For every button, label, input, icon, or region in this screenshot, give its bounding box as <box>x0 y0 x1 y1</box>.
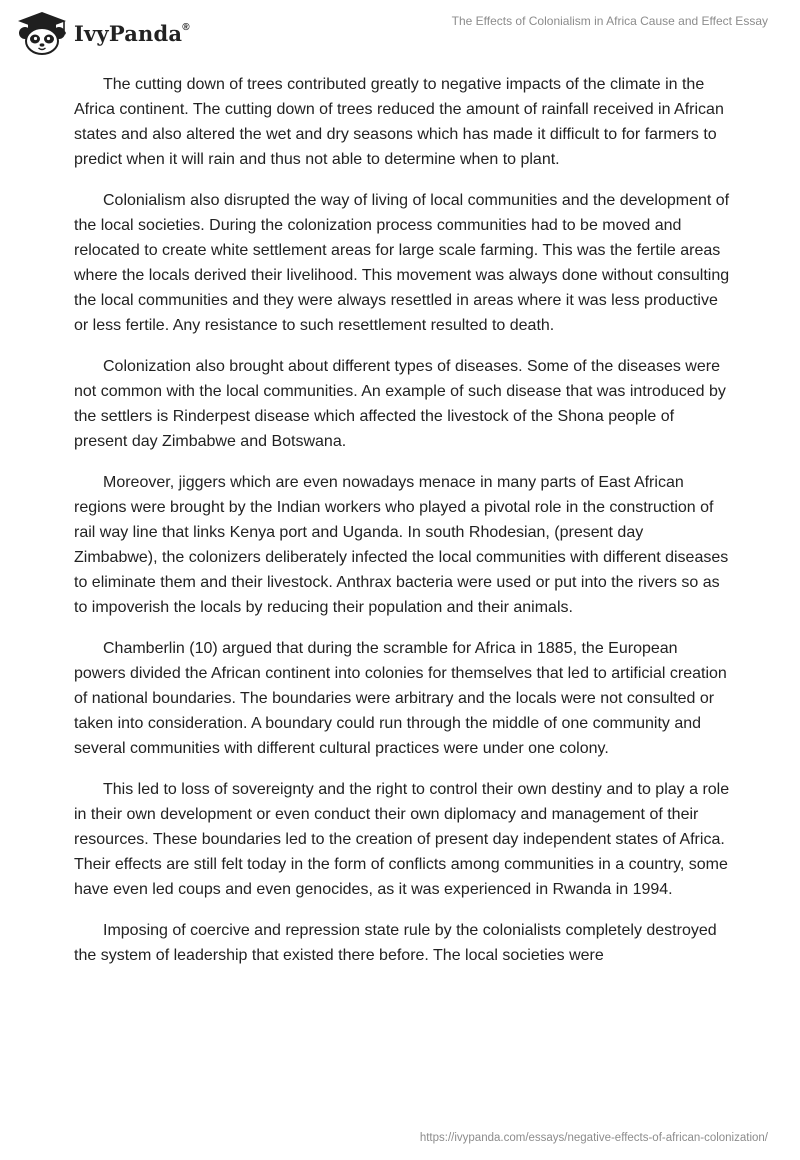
essay-body <box>74 72 730 984</box>
paragraph: Colonization also brought about different types of diseases. Some of the diseases were not common with the local communities. An example of such disease that was introduced by the settlers is Rinderpest disease which affected the livestock of the Shona people of present day Zimbabwe and Botswana. <box>74 358 726 450</box>
source-url[interactable]: https://ivypanda.com/essays/negative-effects-of-african-colonization/ <box>419 1132 768 1144</box>
document-title: The Effects of Colonialism in Africa Cause and Effect Essay <box>451 14 768 28</box>
brand-name: IvyPanda® <box>74 20 190 46</box>
paragraph: The cutting down of trees contributed greatly to negative impacts of the climate in the Africa continent. The cutting down of trees reduced the amount of rainfall received in African states and also altered the wet and dry seasons which has made it difficult to for farmers to predict when it will rain and thus not able to determine when to plant. <box>74 76 724 168</box>
paragraph: Imposing of coercive and repression state rule by the colonialists completely destroyed the system of leadership that existed there before. The local societies were <box>74 922 717 964</box>
page-header <box>0 0 800 64</box>
registered-mark: ® <box>182 21 190 33</box>
paragraph: This led to loss of sovereignty and the right to control their own destiny and to play a role in their own development or even conduct their own diplomacy and management of their resources. These boundaries led to the creation of present day independent states of Africa. Their effects are still felt today in the form of conflicts among communities in a country, some have even led coups and even genocides, as it was experienced in Rwanda in 1994. <box>74 781 730 898</box>
paragraph: Moreover, jiggers which are even nowadays menace in many parts of East African regions were brought by the Indian workers who played a pivotal role in the construction of rail way line that links Kenya port and Uganda. In south Rhodesian, (present day Zimbabwe), the colonizers deliberately infected the local communities with different diseases to eliminate them and their livestock. Anthrax bacteria were used or put into the rivers so as to impoverish the locals by reducing their population and their animals. <box>74 474 729 616</box>
panda-graduation-cap-icon <box>14 10 70 56</box>
ivypanda-logo[interactable] <box>14 10 190 56</box>
paragraph: Chamberlin (10) argued that during the scramble for Africa in 1885, the European powers divided the African continent into colonies for themselves that led to artificial creation of national boundaries. The boundaries were arbitrary and the locals were not consulted or taken into consideration. A boundary could run through the middle of one community and several communities with different cultural practices were under one colony. <box>74 640 727 757</box>
paragraph: Colonialism also disrupted the way of living of local communities and the development of the local societies. During the colonization process communities had to be moved and relocated to create white settlement areas for large scale farming. This was the fertile areas where the locals derived their livelihood. This movement was always done without consulting the local communities and they were always resettled in areas where it was less productive or less fertile. Any resistance to such resettlement resulted to death. <box>74 192 730 334</box>
